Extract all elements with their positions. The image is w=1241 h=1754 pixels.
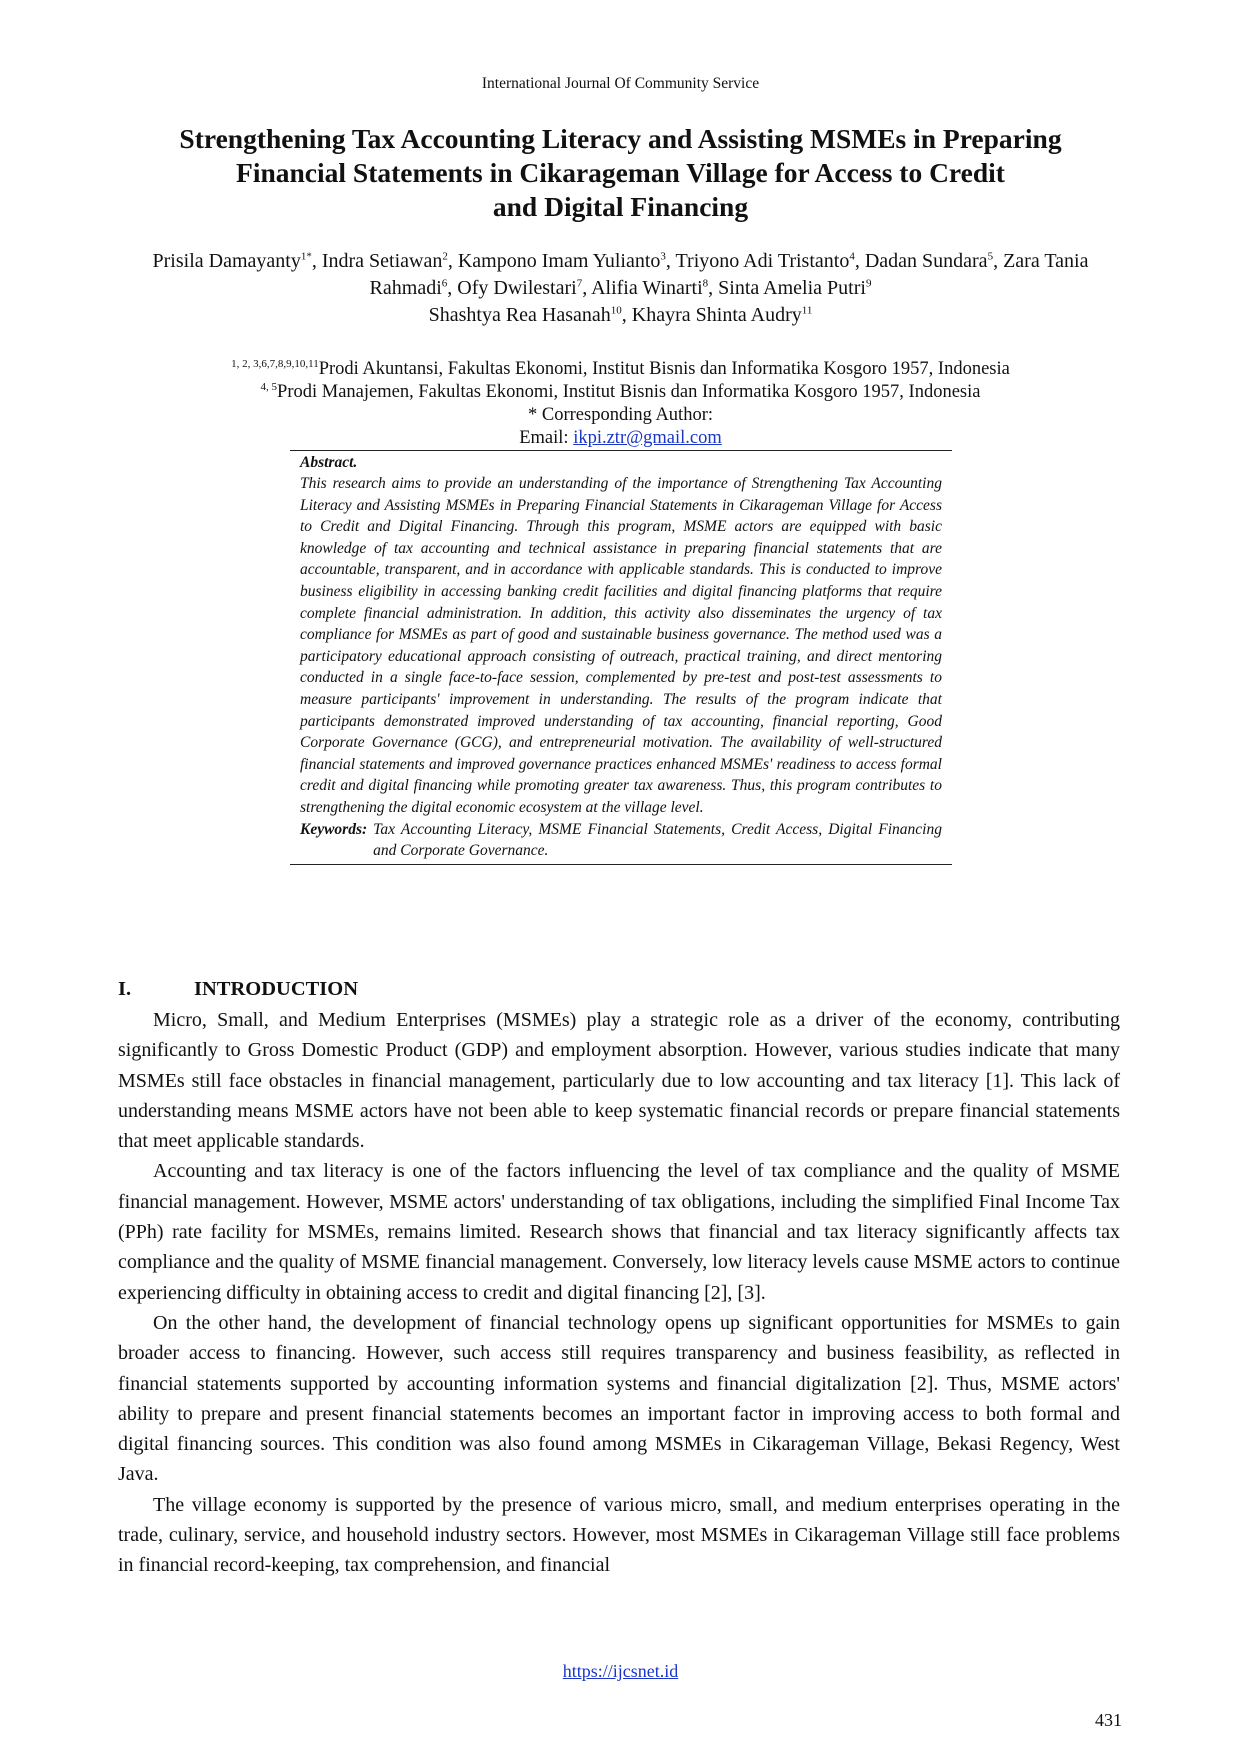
footer xyxy=(0,1661,1241,1682)
author-mark: 9 xyxy=(865,277,872,290)
body-paragraph: Accounting and tax literacy is one of the factors influencing the level of tax compliance and the quality of MSME financial management. However, MSME actors' understanding of tax obligations, including the simplified Final Income Tax (PPh) rate facility for MSMEs, remains limited. Research shows that financial and tax literacy significantly affects tax compliance and the quality of MSME financial management. Conversely, low literacy levels cause MSME actors to continue experiencing difficulty in obtaining access to credit and digital financing [2], [3]. xyxy=(118,1160,1120,1304)
email-link[interactable]: ikpi.ztr@gmail.com xyxy=(573,428,722,448)
author-mark: 4 xyxy=(849,250,855,263)
author-line: Shashtya Rea Hasanah$^{10}$, Khayra Shinta Audry$^{11}$ xyxy=(428,304,813,326)
corresponding-author-label: * Corresponding Author: xyxy=(528,405,713,425)
journal-url-link[interactable]: https://ijcsnet.id xyxy=(562,1661,679,1681)
keywords-label: Keywords: xyxy=(300,820,368,838)
title-line: Financial Statements in Cikarageman Village for Access to Credit xyxy=(236,157,1005,188)
author-name: Kampono Imam Yulianto xyxy=(457,250,661,272)
author-mark: 8 xyxy=(702,277,709,290)
author-mark: 6 xyxy=(441,277,448,290)
corresponding-email xyxy=(100,427,1141,450)
title-line: Strengthening Tax Accounting Literacy and Assisting MSMEs in Preparing xyxy=(179,123,1062,154)
title-line: and Digital Financing xyxy=(492,191,749,222)
author-mark: 3 xyxy=(660,250,666,263)
body-paragraph: The village economy is supported by the presence of various micro, small, and medium enterprises operating in the trade, culinary, service, and household industry sectors. However, most MSMEs in Cikarageman Village still face problems in financial record-keeping, tax comprehension, and financial xyxy=(118,1493,1120,1577)
body-paragraph: On the other hand, the development of financial technology opens up significant opportunities for MSMEs to gain broader access to financing. However, such access still requires transparency and business feasibility, as reflected in financial statements supported by accounting information systems and financial digitalization [2]. Thus, MSME actors' ability to prepare and present financial statements becomes an important factor in improving access to both formal and digital financing sources. This condition was also found among MSMEs in Cikarageman Village, Bekasi Regency, West Java. xyxy=(118,1311,1120,1486)
author-mark: 7 xyxy=(576,277,583,290)
author-name: Alifia Winarti xyxy=(591,277,703,299)
author-name: Khayra Shinta Audry xyxy=(631,304,802,326)
body-paragraph: Micro, Small, and Medium Enterprises (MSMEs) play a strategic role as a driver of the economy, contributing significantly to Gross Domestic Product (GDP) and employment absorption. However, various studies indicate that many MSMEs still face obstacles in financial management, particularly due to low accounting and tax literacy [1]. This lack of understanding means MSME actors have not been able to keep systematic financial records or prepare financial statements that meet applicable standards. xyxy=(118,1009,1120,1153)
affiliation xyxy=(100,358,1141,381)
section-number: I. xyxy=(118,978,132,1000)
affiliation-text: Prodi Akuntansi, Fakultas Ekonomi, Institut Bisnis dan Informatika Kosgoro 1957, Indonesia xyxy=(318,359,1010,379)
author-mark: 1* xyxy=(300,250,312,263)
affiliation-mark: 1, 2, 3,6,7,8,9,10,11 xyxy=(231,357,319,370)
author-mark: 2 xyxy=(442,250,448,263)
email-label: Email: xyxy=(519,428,574,448)
author-mark: 10 xyxy=(610,304,622,317)
affiliation-block xyxy=(100,358,1141,450)
affiliation-mark: 4, 5 xyxy=(260,380,278,393)
journal-header: International Journal Of Community Service xyxy=(481,75,760,92)
section-title: INTRODUCTION xyxy=(194,978,359,1000)
author-mark: 5 xyxy=(987,250,994,263)
keywords xyxy=(300,819,942,861)
author-name: Dadan Sundara xyxy=(864,250,988,272)
author-name: Zara Tania Rahmadi xyxy=(369,250,1089,299)
author-name: Prisila Damayanty xyxy=(152,250,301,272)
author-line: Prisila Damayanty$^{1*}$, Indra Setiawan$^2$, Kampono Imam Yulianto$^3$, Triyono Adi Tristanto$^4$, Dadan Sundara$^5$, Zara Tania Rahmadi$^6$, Ofy Dwilestari$^7$, Alifia Winarti$^8$, Sinta Amelia Putri$^9$ xyxy=(152,250,1089,299)
page-number: 431 xyxy=(1095,1710,1122,1730)
author-name: Ofy Dwilestari xyxy=(457,277,577,299)
author-name: Shashtya Rea Hasanah xyxy=(428,304,611,326)
abstract-heading: Abstract. xyxy=(300,454,358,471)
author-mark: 11 xyxy=(801,304,813,317)
abstract-box xyxy=(290,450,952,865)
author-name: Sinta Amelia Putri xyxy=(718,277,866,299)
abstract-text: This research aims to provide an understanding of the importance of Strengthening Tax Accounting Literacy and Assisting MSMEs in Preparing Financial Statements in Cikarageman Village for Access to Credit and Digital Financing. Through this program, MSME actors are equipped with basic knowledge of tax accounting and technical assistance in preparing financial statements that are accountable, transparent, and in accordance with applicable standards. This is conducted to improve business eligibility in accessing banking credit facilities and digital financing platforms that require complete financial administration. In addition, this activity also disseminates the urgency of tax compliance for MSMEs as part of good and sustainable business governance. The method used was a participatory educational approach consisting of outreach, practical training, and direct mentoring conducted in a single face-to-face session, complemented by pre-test and post-test assessments to measure participants' improvement in understanding. The results of the program indicate that participants demonstrated improved understanding of tax accounting, financial reporting, Good Corporate Governance (GCG), and entrepreneurial motivation. The availability of well-structured financial statements and improved governance practices enhanced MSMEs' readiness to access formal credit and digital financing while promoting greater tax awareness. Thus, this program contributes to strengthening the digital economic ecosystem at the village level. xyxy=(300,475,942,816)
affiliation xyxy=(100,381,1141,404)
author-name: Indra Setiawan xyxy=(321,250,443,272)
affiliation-text: Prodi Manajemen, Fakultas Ekonomi, Institut Bisnis dan Informatika Kosgoro 1957, Indonesia xyxy=(277,382,981,402)
author-list xyxy=(150,248,1091,329)
keywords-text: Tax Accounting Literacy, MSME Financial Statements, Credit Access, Digital Financing and Corporate Governance. xyxy=(373,820,942,859)
section-heading xyxy=(118,978,358,1001)
author-name: Triyono Adi Tristanto xyxy=(675,250,850,272)
paper-title xyxy=(100,122,1141,224)
section-body xyxy=(118,1005,1120,1581)
